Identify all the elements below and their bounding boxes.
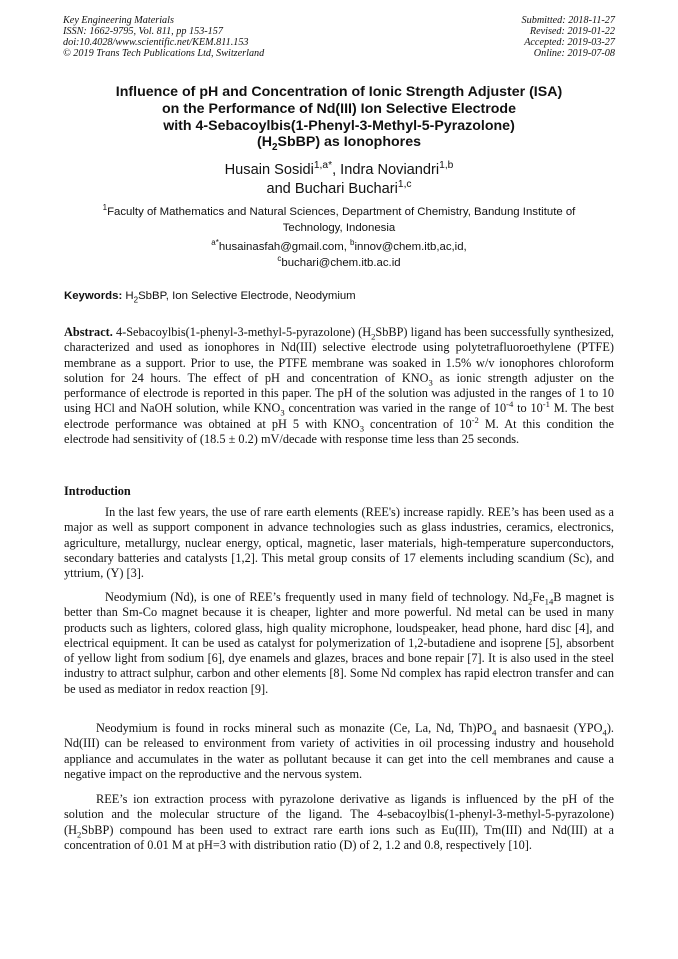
author-list: Husain Sosidi$^{1,a*}$, Indra Noviandri$^{1,b}$ and Buchari Buchari$^{1,c}$ [224, 160, 454, 197]
title-line: on the Performance of Nd(III) Ion Selective Electrode [162, 100, 516, 117]
date-accepted: Accepted: 2019-03-27 [524, 37, 615, 48]
intro-paragraph: Neodymium (Nd), is one of REE’s frequently used in many field of technology. $Nd_2Fe_{14}B$ magnet is better than Sm-Co magnet because it is cheaper, lighter and more powerful. Nd metal can be used in many products such as lighters, colored glass, high quality microphone, loudspeaker, head phone, hard disc [4], and electrical equipment. It can be used as catalyst for polymerization of 1,2-butadiene and isoprene [5], absorbent of yellow light from sodium [6], dye enamels and glazes, braces and bone repair [7]. It is also used in the steel industry to attract sulphur, carbon and other elements [8]. Some Nd complex has rapid electron transfer and can be used as mediator in redox reaction [9]. [64, 590, 614, 696]
author-name: Husain Sosidi [224, 162, 314, 178]
title-line: $(H_2SbBP)$ as Ionophores [257, 134, 421, 154]
journal-info [63, 15, 264, 59]
intro-paragraph: Neodymium is found in rocks mineral such as monazite (Ce, La, Nd, $Th)PO_4$ and basnaesit $(YPO_4)$. Nd(III) can be released to environment from variety of activities in oil processing industry and household appliance and accumulates in the water as pollutant because it can get into the cell membranes and cause a negative impact on the reproductive and the nervous system. [64, 721, 614, 781]
email-link[interactable]: buchari@chem.itb.ac.id [281, 256, 401, 269]
journal-doi: doi:10.4028/www.scientific.net/KEM.811.153 [63, 37, 249, 48]
author-name: and Buchari Buchari [266, 181, 398, 197]
section-heading: Introduction [64, 484, 131, 498]
journal-copyright: © 2019 Trans Tech Publications Ltd, Switzerland [63, 48, 265, 59]
publication-dates [522, 15, 615, 59]
date-submitted: Submitted: 2018-11-27 [521, 15, 615, 26]
affiliation: $^1$Faculty of Mathematics and Natural Sciences, Department of Chemistry, Bandung Institute of Technology, Indonesia [102, 203, 576, 234]
abstract-label: Abstract. [64, 325, 113, 339]
date-online: Online: 2019-07-08 [533, 48, 615, 59]
email-link[interactable]: innov@chem.itb,ac,id, [354, 241, 467, 253]
email-link[interactable]: husainasfah@gmail.com, [218, 241, 351, 253]
author-name: , Indra Noviandri [332, 162, 440, 178]
date-revised: Revised: 2019-01-22 [529, 26, 615, 37]
author-emails: $^{a*}$husainasfah@gmail.com, $^b$innov@chem.itb,ac,id, $^c$buchari@chem.itb.ac.id [211, 238, 467, 269]
title-line: with 4-Sebacoylbis(1-Phenyl-3-Methyl-5-Pyrazolone) [163, 117, 515, 134]
keywords-label: Keywords: [64, 290, 123, 302]
intro-paragraph: In the last few years, the use of rare earth elements (REE's) increase rapidly. REE’s has been used as a major as well as support component in advance technologies such as glass industries, ceramics, electronics, agriculture, metallurgy, nuclear energy, optical, magnetic, laser materials, high-temperature superconductors, secondary batteries and catalysts [1,2]. This metal group consits of 17 elements including scandium (Sc), and yttrium, (Y) [3]. [64, 505, 614, 581]
abstract: Abstract. 4-Sebacoylbis(1-phenyl-3-methyl-5-pyrazolone) $(H_2SbBP)$ ligand has been successfully synthesized, characterized and used as ionophores in Nd(III) selective electrode using polytetrafluoroethylene (PTFE) membrane as a support. Prior to use, the PTFE membrane was soaked in 1.5% w/v ionophores chloroform solution for 24 hours. The effect of pH and concentration of $KNO_3$ as ionic strength adjuster on the performance of electrode is reported in this paper. The pH of the solution was adjusted in the ranges of 1 to 10 using HCl and NaOH solution, while $KNO_3$ concentration was varied in the range of $10^{-4}$ to $10^{-1}$ M. The best electrode performance was obtained at pH 5 with $KNO_3$ concentration of $10^{-2}$ M. At this condition the electrode had sensitivity of (18.5 ± 0.2) mV/decade with response time less than 25 seconds. [64, 325, 615, 447]
journal-name: Key Engineering Materials [63, 15, 174, 26]
intro-paragraph: REE’s ion extraction process with pyrazolone derivative as ligands is influenced by the pH of the solution and the molecular structure of the ligand. The 4-sebacoylbis(1-phenyl-3-methyl-5-pyrazolone) $(H_2SbBP)$ compound has been used to extract rare earth ions such as Eu(III), Tm(III) and Nd(III) at a concentration of 0.01 M at pH=3 with distribution ratio (D) of 2, 1.2 and 0.8, respectively [10]. [64, 792, 614, 852]
title-line: Influence of pH and Concentration of Ionic Strength Adjuster (ISA) [115, 84, 563, 100]
keywords: Keywords: $H_2SbBP$, Ion Selective Electrode, Neodymium [64, 290, 356, 305]
paper-title [40, 84, 638, 154]
journal-issn: ISSN: 1662-9795, Vol. 811, pp 153-157 [63, 26, 223, 37]
